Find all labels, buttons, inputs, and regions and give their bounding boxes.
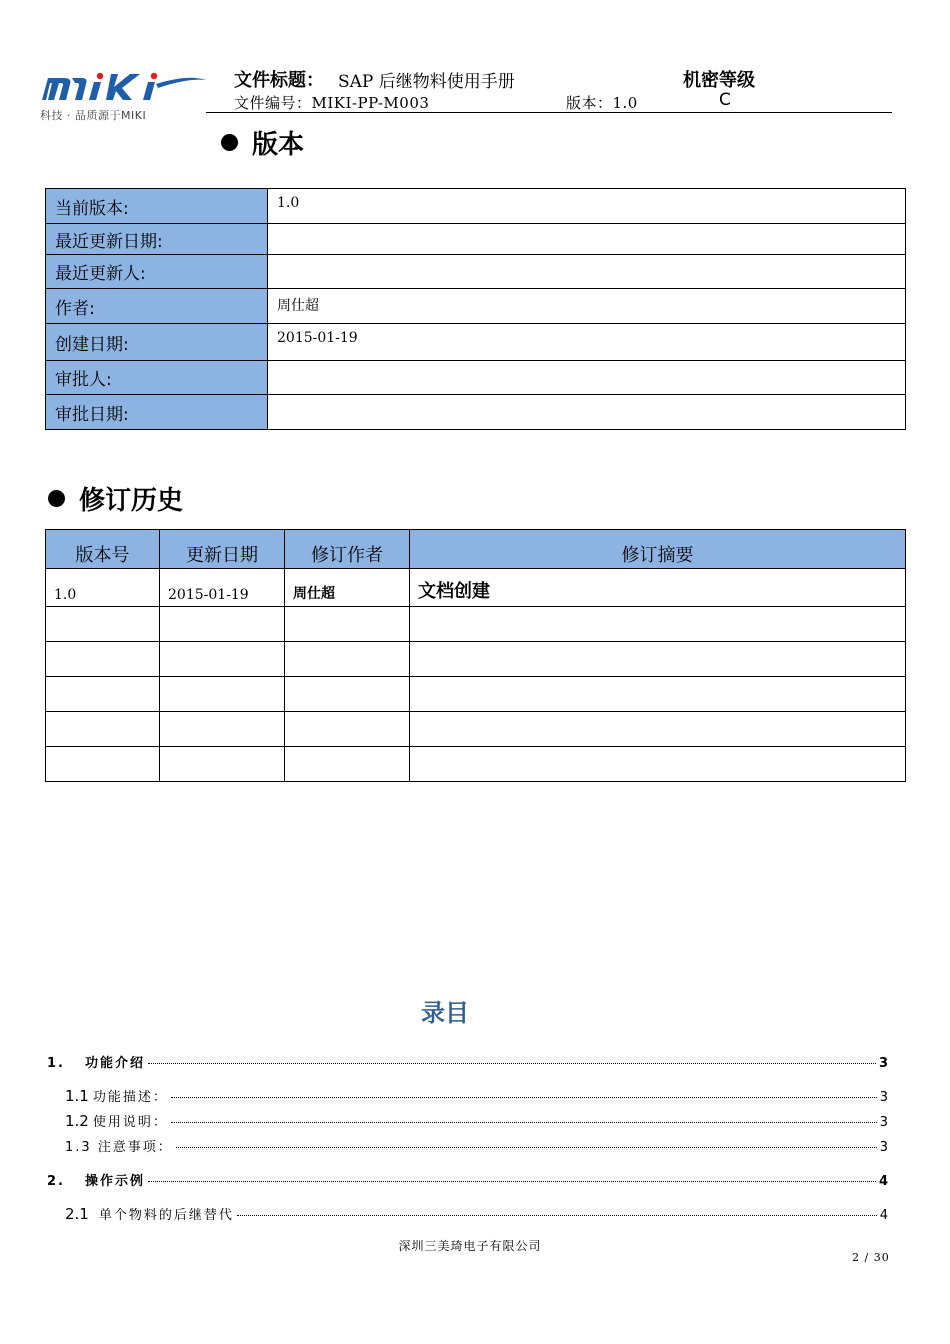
version-heading-text: 版本: [252, 130, 305, 160]
cell-version: [46, 747, 160, 782]
cell-version: [46, 712, 160, 747]
revision-heading: [48, 480, 183, 517]
cell-date: [160, 712, 285, 747]
cell-version: 1.0: [46, 569, 160, 607]
col-header-version: 版本号: [46, 530, 160, 569]
cell-date: [160, 677, 285, 712]
version-value-approver: [268, 361, 906, 395]
cell-summary: 文档创建: [410, 569, 906, 607]
toc-entry-text: 1.3 注意事项：: [65, 1140, 173, 1155]
version-value-created-date: 2015-01-19: [268, 324, 906, 361]
footer-company: 深圳三美琦电子有限公司: [398, 1239, 542, 1253]
version-label-current: 当前版本:: [46, 189, 268, 224]
logo-graphic: [38, 70, 208, 104]
cell-summary: [410, 677, 906, 712]
version-value-current: 1.0: [268, 189, 906, 224]
table-row: [46, 189, 906, 224]
version-value-author: 周仕超: [268, 289, 906, 324]
version-label-approver: 审批人:: [46, 361, 268, 395]
cell-summary: [410, 747, 906, 782]
doc-number: 文件编号：MIKI-PP-M003: [234, 94, 430, 112]
toc-dot-leader: [237, 1215, 877, 1216]
bullet-icon: [48, 490, 65, 507]
cell-date: 2015-01-19: [160, 569, 285, 607]
table-header-row: [46, 530, 906, 569]
toc-entry-page: 3: [879, 1090, 890, 1105]
version-value-updated-date: [268, 224, 906, 255]
version-label-author: 作者:: [46, 289, 268, 324]
secret-level-value: C: [719, 90, 731, 110]
version-value-updated-by: [268, 255, 906, 289]
cell-version: [46, 607, 160, 642]
toc-dot-leader: [148, 1063, 876, 1064]
table-row: [46, 677, 906, 712]
cell-version: [46, 642, 160, 677]
toc-entry-2-1[interactable]: [65, 1204, 890, 1223]
toc-entry-number: 1.: [47, 1056, 65, 1071]
version-heading: [221, 124, 304, 161]
toc-entry-text: 使用说明：: [92, 1115, 168, 1130]
toc-entry-text: 单个物料的后继替代: [98, 1208, 234, 1223]
cell-version: [46, 677, 160, 712]
version-label-created-date: 创建日期:: [46, 324, 268, 361]
toc-entry-2[interactable]: [47, 1170, 890, 1189]
table-row: [46, 607, 906, 642]
col-header-summary: 修订摘要: [410, 530, 906, 569]
table-row: [46, 642, 906, 677]
revision-table: [45, 529, 906, 782]
toc-dot-leader: [148, 1181, 876, 1182]
revision-heading-text: 修订历史: [79, 486, 184, 516]
cell-author: 周仕超: [285, 569, 410, 607]
toc-entry-page: 4: [879, 1208, 890, 1223]
toc-title: 录目: [421, 999, 469, 1027]
cell-author: [285, 712, 410, 747]
table-row: [46, 569, 906, 607]
toc-entry-page: 3: [879, 1115, 890, 1130]
version-table: [45, 188, 906, 430]
secret-level-label: 机密等级: [683, 70, 755, 91]
table-row: [46, 747, 906, 782]
cell-author: [285, 607, 410, 642]
page-number: 2 / 30: [852, 1251, 890, 1264]
toc-entry-number: 1.1: [65, 1087, 89, 1105]
toc-entry-text: 功能介绍: [85, 1056, 146, 1071]
toc-entry-number: 2.: [47, 1174, 65, 1189]
table-row: [46, 712, 906, 747]
cell-author: [285, 677, 410, 712]
toc-dot-leader: [171, 1097, 877, 1098]
table-row: [46, 224, 906, 255]
header-divider: [206, 112, 892, 113]
table-row: [46, 255, 906, 289]
cell-author: [285, 642, 410, 677]
toc-entry-page: 3: [878, 1056, 890, 1071]
logo-tagline: 科技 · 品质源于MIKI: [40, 109, 147, 122]
doc-title-label: 文件标题：: [234, 70, 324, 91]
doc-version: 版本：1.0: [566, 94, 638, 112]
doc-title-value: SAP 后继物料使用手册: [338, 72, 515, 92]
table-row: [46, 395, 906, 430]
toc-entry-page: 4: [878, 1174, 890, 1189]
toc-entry-1-3[interactable]: [65, 1136, 890, 1155]
cell-summary: [410, 607, 906, 642]
version-value-approve-date: [268, 395, 906, 430]
cell-date: [160, 642, 285, 677]
toc-dot-leader: [171, 1122, 877, 1123]
cell-summary: [410, 642, 906, 677]
toc-entry-1-2[interactable]: [65, 1111, 890, 1130]
cell-date: [160, 747, 285, 782]
company-logo: [38, 70, 208, 122]
bullet-icon: [221, 134, 238, 151]
table-row: [46, 289, 906, 324]
table-row: [46, 361, 906, 395]
toc-entry-text: 操作示例: [85, 1174, 146, 1189]
cell-author: [285, 747, 410, 782]
version-label-approve-date: 审批日期:: [46, 395, 268, 430]
toc-entry-number: 2.1: [65, 1205, 89, 1223]
table-row: [46, 324, 906, 361]
toc-entry-1[interactable]: [47, 1052, 890, 1071]
toc-dot-leader: [176, 1147, 877, 1148]
cell-date: [160, 607, 285, 642]
cell-summary: [410, 712, 906, 747]
version-label-updated-by: 最近更新人:: [46, 255, 268, 289]
col-header-author: 修订作者: [285, 530, 410, 569]
col-header-date: 更新日期: [160, 530, 285, 569]
toc-entry-text: 功能描述：: [92, 1090, 168, 1105]
toc-entry-number: 1.2: [65, 1112, 89, 1130]
toc-entry-1-1[interactable]: [65, 1086, 890, 1105]
version-label-updated-date: 最近更新日期:: [46, 224, 268, 255]
toc-entry-page: 3: [879, 1140, 890, 1155]
